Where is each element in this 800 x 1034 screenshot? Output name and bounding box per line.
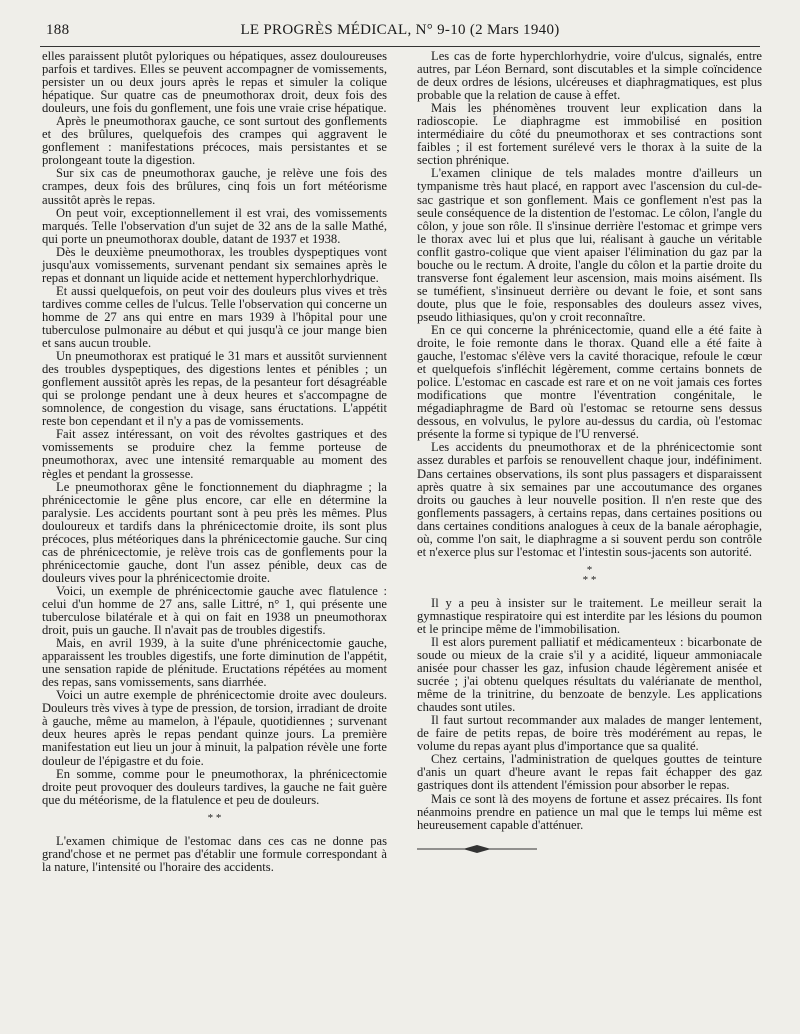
paragraph: Sur six cas de pneumothorax gauche, je relève une fois des crampes, deux fois des brûlures, cinq fois un fort météorisme aussitôt après le repas. xyxy=(42,166,387,207)
paragraph: Dès le deuxième pneumothorax, les troubles dyspeptiques vont jusqu'aux vomissements, survenant pendant six semaines après le repas et donnant un liquide acide et nettement hyperchlorhydrique. xyxy=(42,244,387,285)
paragraph: Un pneumothorax est pratiqué le 31 mars et aussitôt surviennent des troubles dyspeptiques, des digestions lentes et pénibles ; un gonflement aussitôt après les repas, de la pesanteur fort désagréable qui se prolonge pendant une à deux heures et s'accompagne de somnolence, de congestion du visage, sans éructations. L'appétit reste bon cependant et il n'y a pas de vomissements. xyxy=(42,349,387,429)
paragraph: Et aussi quelquefois, on peut voir des douleurs plus vives et très tardives comme celles de l'ulcus. Telle l'observation qui concerne un homme de 27 ans qui entre en mars 1939 à l'hôpital pour une tuberculose pulmonaire au début et qui jusqu'à ce jour mange bien et sans aucun trouble. xyxy=(42,283,387,351)
paragraph: Les cas de forte hyperchlorhydrie, voire d'ulcus, signalés, entre autres, par Léon Bernard, sont discutables et la simple coïncidence de deux ordres de lésions, ulcéreuses et diaphragmatiques, est plus probable que la relation de cause à effet. xyxy=(417,49,762,103)
section-separator xyxy=(417,565,762,585)
page-number: 188 xyxy=(46,22,70,38)
section-separator xyxy=(42,813,387,823)
paragraph: Mais les phénomènes trouvent leur explication dans la radioscopie. Le diaphragme est immobilisé en position intermédiaire du côté du pneumothorax et ses contractions sont faibles ; il est fortement surélevé vers le thorax à la suite de la section phrénique. xyxy=(417,101,762,168)
paragraph: Les accidents du pneumothorax et de la phrénicectomie sont assez durables et parfois se renouvellent chaque jour, indéfiniment. Dans certaines observations, ils sont plus passagers et disparaissent après quatre à six semaines par une accoutumance des organes droits ou gauches à leur nouvelle position. Il n'en reste que des gonflements passagers, à certains repas, dans certaines positions ou dans certaines conditions analogues à ceux de la banale aérophagie, où, comme l'on sait, le diaphragme a si souvent perdu son contrôle et n'exerce plus sur l'estomac et l'intestin sous-jacents son autorité. xyxy=(417,440,762,559)
paragraph: elles paraissent plutôt pyloriques ou hépatiques, assez douloureuses parfois et tardives. Elles se peuvent accompagner de vomissements, persister un ou deux jours après le repas et simuler la colique hépatique. Sur quatre cas de pneumothorax droit, deux fois des douleurs, une fois du gonflement, une fois une vraie crise hépatique. xyxy=(42,49,387,116)
asterism-bottom: * * xyxy=(582,573,597,586)
paragraph: Mais ce sont là des moyens de fortune et assez précaires. Ils font néanmoins prendre en patience un mal que le temps lui même est heureusement capable d'atténuer. xyxy=(417,791,762,832)
left-column xyxy=(42,50,387,874)
header-rule xyxy=(40,46,760,47)
asterism: * * xyxy=(207,811,222,824)
paragraph: Chez certains, l'administration de quelques gouttes de teinture d'anis un quart d'heure avant le repas fait échapper des gaz gastriques dont ils attendent l'émission pour absorber le repas. xyxy=(417,752,762,793)
asterism-top: * xyxy=(586,563,593,576)
paragraph: Le pneumothorax gêne le fonctionnement du diaphragme ; la phrénicectomie le gêne plus encore, car elle en détermine la paralysie. Les accidents pourtant sont à peu près les mêmes. Plus douloureux et tardifs dans la phrénicectomie droite, ils sont plus précoces, plus météoriques dans la phrénicectomie gauche. Sur cinq cas de phrénicectomie, je relève trois cas de gonflements pour la phrénicectomie gauche, dont l'un assez pénible, deux cas de douleurs vives pour la phrénicectomie droite. xyxy=(42,479,387,585)
paragraph: L'examen chimique de l'estomac dans ces cas ne donne pas grand'chose et ne permet pas d'établir une formule correspondant à la nature, l'intensité ou l'horaire des accidents. xyxy=(42,833,387,874)
paragraph: En ce qui concerne la phrénicectomie, quand elle a été faite à droite, le foie remonte dans le thorax. Quand elle a été faite à gauche, l'estomac s'élève vers la cavité thoracique, refoule le cœur et quelquefois s'infléchit légèrement, comme certains bonnets de police. L'estomac en cascade est rare et on ne voit jamais ces fortes modifications que montre l'éventration congénitale, le mégadiaphragme de Bard où l'estomac se retourne sens dessus dessous, en volvulus, le pylore au-dessus du cardia, où l'estomac présente la forme si typique de l'U renversé. xyxy=(417,322,762,442)
paragraph: Il y a peu à insister sur le traitement. Le meilleur serait la gymnastique respiratoire qui est interdite par les lésions du poumon et le principe même de l'immobilisation. xyxy=(417,595,762,636)
paragraph: L'examen clinique de tels malades montre d'ailleurs un tympanisme très haut placé, en rapport avec l'ascension du cul-de-sac gastrique et son gonflement. Mais ce gonflement n'est pas la seule conséquence de la distention de l'estomac. Le côlon, l'angle du côlon, y joue son rôle. Il s'insinue derrière l'estomac et grimpe vers le thorax avec lui et plus que lui, réalisant à gauche un véritable conflit gastro-colique que vient apaiser l'élimination du gaz par la bouche ou le rectum. A droite, l'angle du côlon et la partie droite du transverse font également leur ascension, mais moins aisément. Ils se tuméfient, s'insinueut derrière ou devant le foie, et sont sans doute, plus que le foie, responsables des douleurs assez vives, pseudo lithiasiques, qu'on y croit reconnaître. xyxy=(417,166,762,324)
right-column xyxy=(417,50,762,857)
paragraph: Après le pneumothorax gauche, ce sont surtout des gonflements et des brûlures, quelquefois des crampes qui aggravent le gonflement : manifestations précoces, mais persistantes et se prolongeant toute la digestion. xyxy=(42,114,387,168)
paragraph: Il faut surtout recommander aux malades de manger lentement, de faire de petits repas, de boire très modérément au repas, le volume du repas ayant plus d'importance que sa qualité. xyxy=(417,713,762,754)
running-header xyxy=(40,22,760,42)
paragraph: Voici, un exemple de phrénicectomie gauche avec flatulence : celui d'un homme de 27 ans, salle Littré, n° 1, qui présente une tuberculose bilatérale et à qui on fait en 1938 un pneumothorax droit, puis un gauche. Il n'avait pas de troubles digestifs. xyxy=(42,583,387,638)
running-title: LE PROGRÈS MÉDICAL, N° 9-10 (2 Mars 1940) xyxy=(240,22,560,38)
paragraph: En somme, comme pour le pneumothorax, la phrénicectomie droite peut provoquer des douleurs tardives, la gauche ne fait guère que du météorisme, de la flatulence et peu de douleurs. xyxy=(42,766,387,807)
paragraph: On peut voir, exceptionnellement il est vrai, des vomissements marqués. Telle l'observation d'un sujet de 32 ans de la salle Mathé, qui porte un pneumothorax double, datant de 1937 et 1938. xyxy=(42,205,387,246)
paragraph: Il est alors purement palliatif et médicamenteux : bicarbonate de soude ou mieux de la craie s'il y a acidité, liqueur ammoniacale anisée pour chasser les gaz, infusion chaude légèrement anisée et sucrée ; j'ai obtenu quelques résultats du valérianate de menthol, même de la trinitrine, du benzoate de benzyle. Les applications chaudes sont utiles. xyxy=(417,634,762,715)
paragraph: Voici un autre exemple de phrénicectomie droite avec douleurs. Douleurs très vives à type de pression, de torsion, irradiant de droite à gauche, même au mamelon, à l'épaule, quotidiennes ; survenant deux heures après le repas pendant quinze jours. La première manifestation eut lieu un jour à minuit, la palpation révèle une forte douleur de l'épigastre et du foie. xyxy=(42,688,387,768)
paragraph: Fait assez intéressant, on voit des révoltes gastriques et des vomissements se produire chez la femme porteuse de pneumothorax, avec une intensité remarquable au moment des règles et pendant la grossesse. xyxy=(42,427,387,481)
paragraph: Mais, en avril 1939, à la suite d'une phrénicectomie gauche, apparaissent les troubles digestifs, une forte diminution de l'appétit, une sensation rapide de plénitude. Eructations répétées au moment des repas, sans vomissements, sans diarrhée. xyxy=(42,636,387,690)
tailpiece-ornament xyxy=(417,844,537,854)
